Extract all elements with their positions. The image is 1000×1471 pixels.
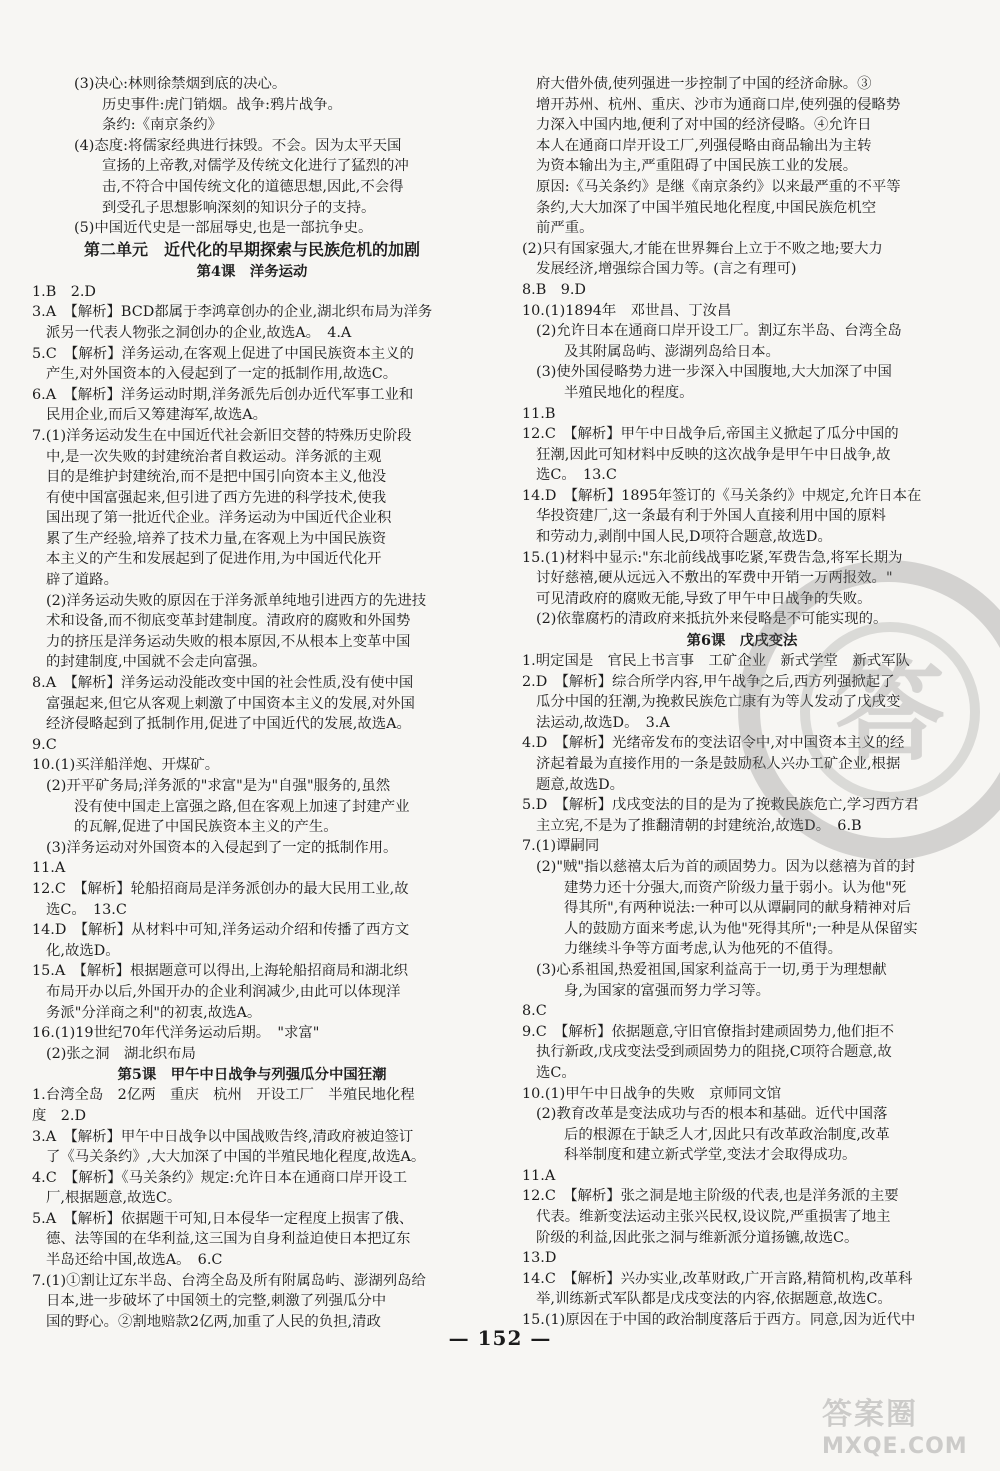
lesson-heading: 第5课 甲午中日战争与列强瓜分中国狂潮: [117, 1066, 387, 1084]
text-line: 瓜分中国的狂潮,为挽救民族危亡康有为等人发动了戊戌变: [536, 694, 901, 711]
text-line: 力深入中国内地,便利了对中国的经济侵略。④允许日: [536, 117, 872, 134]
text-line: 12.C 【解析】张之洞是地主阶级的代表,也是洋务派的主要: [522, 1188, 899, 1205]
text-line: 人的鼓励方面来考虑,认为他"死得其所";一种是从保留实: [564, 920, 918, 937]
text-line: 10.(1)1894年 邓世昌、丁汝昌: [522, 302, 732, 319]
text-line: 9.C: [32, 736, 57, 753]
text-line: (3)决心:林则徐禁烟到底的决心。: [74, 76, 287, 92]
left-column: [32, 74, 472, 1332]
text-line: 15.(1)原因在于中国的政治制度落后于西方。同意,因为近代中: [522, 1312, 916, 1329]
text-line: 3.A 【解析】甲午中日战争以中国战败告终,清政府被迫签订: [32, 1128, 414, 1145]
text-line: 有使中国富强起来,但引进了西方先进的科学技术,使我: [46, 489, 387, 506]
text-line: 选C。 13.C: [536, 467, 617, 484]
text-line: 本主义的产生和发展起到了促进作用,为中国近代化开: [46, 551, 382, 568]
page-number: — 152 —: [448, 1326, 552, 1350]
text-line: 1.台湾全岛 2亿两 重庆 杭州 开设工厂 半殖民地化程: [32, 1087, 415, 1104]
text-line: 12.C 【解析】轮船招商局是洋务派创办的最大民用工业,故: [32, 880, 409, 897]
text-line: 8.A 【解析】洋务运动没能改变中国的社会性质,没有使中国: [32, 675, 414, 692]
text-line: 狂潮,因此可知材料中反映的这次战争是甲午中日战争,故: [536, 446, 891, 463]
text-line: (3)心系祖国,热爱祖国,国家利益高于一切,勇于为理想献: [536, 961, 887, 978]
text-line: 7.(1)谭嗣同: [522, 838, 600, 855]
text-line: 击,不符合中国传统文化的道德思想,因此,不会得: [102, 178, 404, 195]
text-line: 了《马关条约》,大大加深了中国的半殖民地化程度,故选A。: [46, 1149, 426, 1166]
watermark-title: 答案圈: [822, 1397, 918, 1432]
text-line: 15.A 【解析】根据题意可以得出,上海轮船招商局和湖北织: [32, 963, 409, 980]
text-line: 度 2.D: [32, 1107, 87, 1124]
text-line: 举,训练新式军队都是戊戌变法的内容,依据题意,故选C。: [536, 1291, 892, 1308]
text-line: 目的是维护封建统治,而不是把中国引向资本主义,他没: [46, 469, 387, 486]
text-line: (3)使外国侵略势力进一步深入中国腹地,大大加深了中国: [536, 364, 892, 381]
text-line: 本人在通商口岸开设工厂,列强侵略由商品输出为主转: [536, 137, 872, 154]
text-line: 日本,进一步破坏了中国领土的完整,刺激了列强瓜分中: [46, 1293, 387, 1310]
text-line: 11.B: [522, 405, 556, 422]
text-line: 9.C 【解析】依据题意,守旧官僚指封建顽固势力,他们拒不: [522, 1023, 895, 1040]
text-line: 身,为国家的富强而努力学习等。: [564, 982, 771, 999]
text-line: 3.A 【解析】BCD都属于李鸿章创办的企业,湖北织布局为洋务: [32, 304, 433, 321]
text-line: 5.D 【解析】戊戌变法的目的是为了挽救民族危亡,学习西方君: [522, 797, 919, 814]
text-line: (2)开平矿务局;洋务派的"求富"是为"自强"服务的,虽然: [46, 778, 391, 794]
watermark-url: MXQE.COM: [822, 1434, 968, 1459]
text-line: 经济侵略起到了抵制作用,促进了中国近代的发展,故选A。: [46, 716, 411, 733]
text-line: 发展经济,增强综合国力等。(言之有理可): [536, 261, 797, 278]
text-line: 7.(1)洋务运动发生在中国近代社会新旧交替的特殊历史阶段: [32, 427, 412, 444]
text-line: 力继续斗争等方面考虑,认为他死的不值得。: [564, 941, 842, 958]
text-line: 力的挤压是洋务运动失败的根本原因,不从根本上变革中国: [46, 633, 411, 650]
text-line: (2)依靠腐朽的清政府来抵抗外来侵略是不可能实现的。: [536, 611, 888, 628]
text-line: 得其所",有两种说法:一种可以从谭嗣同的献身精神对后: [564, 900, 912, 917]
text-line: 和劳动力,剥削中国人民,D项符合题意,故选D。: [536, 529, 832, 546]
text-line: 及其附属岛屿、澎湖列岛给日本。: [564, 343, 780, 360]
text-line: 府大借外债,使列强进一步控制了中国的经济命脉。③: [536, 76, 872, 92]
text-line: 6.A 【解析】洋务运动时期,洋务派先后创办近代军事工业和: [32, 386, 414, 403]
text-line: 没有使中国走上富强之路,但在客观上加速了封建产业: [74, 798, 410, 815]
text-line: (2)张之洞 湖北织布局: [46, 1045, 196, 1062]
text-line: 题意,故选D。: [536, 776, 625, 793]
text-line: 中,是一次失败的封建统治者自救运动。洋务派的主观: [46, 448, 382, 465]
text-line: 济起着最为直接作用的一条是鼓励私人兴办工矿企业,根据: [536, 756, 901, 772]
text-line: 化,故选D。: [46, 942, 120, 959]
text-line: 1.明定国是 官民上书言事 工矿企业 新式学堂 新式军队: [522, 653, 910, 670]
text-line: 条约:《南京条约》: [102, 117, 222, 134]
text-line: 7.(1)①割让辽东半岛、台湾全岛及所有附属岛屿、澎湖列岛给: [32, 1272, 426, 1289]
text-line: 建势力还十分强大,而资产阶级力量于弱小。认为他"死: [564, 879, 907, 896]
text-line: 12.C 【解析】甲午中日战争后,帝国主义掀起了瓜分中国的: [522, 426, 899, 443]
text-line: (2)只有国家强大,才能在世界舞台上立于不败之地;要大力: [522, 240, 883, 257]
text-line: 德、法等国的在华利益,这三国为自身利益迫使日本把辽东: [46, 1231, 411, 1248]
text-line: (4)态度:将儒家经典进行抹毁。不会。因为太平天国: [74, 137, 402, 154]
text-line: 布局开办以后,外国开办的企业利润减少,由此可以体现洋: [46, 983, 401, 1000]
text-line: (2)允许日本在通商口岸开设工厂。割辽东半岛、台湾全岛: [536, 323, 902, 340]
text-line: 10.(1)甲午中日战争的失败 京师同文馆: [522, 1085, 782, 1102]
text-line: 的封建制度,中国就不会走向富强。: [46, 654, 267, 671]
text-line: 14.C 【解析】兴办实业,改革财政,广开言路,精简机构,改革科: [522, 1270, 913, 1287]
text-line: 增开苏州、杭州、重庆、沙市为通商口岸,使列强的侵略势: [536, 96, 901, 113]
text-line: 11.A: [32, 860, 66, 877]
text-line: 辟了道路。: [46, 572, 118, 589]
site-watermark: [822, 1396, 992, 1466]
text-line: 为资本输出为主,严重阻碍了中国民族工业的发展。: [536, 158, 858, 175]
text-line: 主立宪,不是为了推翻清朝的封建统治,故选D。 6.B: [536, 817, 862, 834]
text-line: 国的野心。②割地赔款2亿两,加重了人民的负担,清政: [46, 1313, 381, 1330]
text-line: (2)"贼"指以慈禧太后为首的顽固势力。因为以慈禧为首的封: [536, 858, 915, 875]
text-line: 阶级的利益,因此张之洞与维新派分道扬镳,故选C。: [536, 1229, 859, 1246]
text-line: 15.(1)材料中显示:"东北前线战事吃紧,军费告急,将军长期为: [522, 549, 903, 566]
text-line: (2)教育改革是变法成功与否的根本和基础。近代中国落: [536, 1106, 888, 1123]
text-line: 14.D 【解析】从材料中可知,洋务运动介绍和传播了西方文: [32, 922, 410, 939]
text-line: 条约,大大加深了中国半殖民地化程度,中国民族危机空: [536, 199, 877, 216]
text-line: 累了生产经验,培养了技术力量,在客观上为中国民族资: [46, 530, 387, 547]
text-line: 半岛还给中国,故选A。 6.C: [46, 1252, 223, 1269]
text-line: 4.C 【解析】《马关条约》规定:允许日本在通商口岸开设工: [32, 1169, 407, 1186]
text-line: 11.A: [522, 1167, 556, 1184]
text-line: 13.D: [522, 1250, 557, 1267]
text-line: 讨好慈禧,硬从远远入不敷出的军费中开销一万两报效。": [536, 570, 893, 587]
text-line: 宣扬的上帝教,对儒学及传统文化进行了猛烈的冲: [102, 158, 409, 175]
text-line: 2.D 【解析】综合所学内容,甲午战争之后,西方列强掀起了: [522, 673, 895, 690]
text-line: (5)中国近代史是一部屈辱史,也是一部抗争史。: [74, 220, 373, 237]
text-line: 富强起来,但它从客观上刺激了中国资本主义的发展,对外国: [46, 695, 415, 712]
text-line: 华投资建厂,这一条最有利于外国人直接利用中国的原料: [536, 508, 886, 525]
text-line: 选C。: [536, 1064, 576, 1081]
text-line: 10.(1)买洋船洋炮、开煤矿。: [32, 757, 220, 774]
text-line: 的瓦解,促进了中国民族资本主义的产生。: [74, 819, 338, 836]
text-line: 到受孔子思想影响深刻的知识分子的支持。: [102, 199, 376, 216]
text-line: 前严重。: [536, 220, 594, 237]
text-line: 务派"分洋商之利"的初衷,故选A。: [46, 1004, 262, 1021]
text-line: 1.B 2.D: [32, 283, 96, 300]
text-line: 选C。 13.C: [46, 901, 127, 918]
text-line: 执行新政,戊戌变法受到顽固势力的阻挠,C项符合题意,故: [536, 1044, 892, 1061]
text-line: 术和设备,而不彻底变革封建制度。清政府的腐败和外国势: [46, 613, 411, 630]
text-line: 产生,对外国资本的入侵起到了一定的抵制作用,故选C。: [46, 366, 398, 383]
text-line: 5.C 【解析】洋务运动,在客观上促进了中国民族资本主义的: [32, 345, 414, 362]
text-line: 可见清政府的腐败无能,导致了甲午中日战争的失败。: [536, 590, 872, 607]
text-line: 8.B 9.D: [522, 281, 586, 298]
text-line: (3)洋务运动对外国资本的入侵起到了一定的抵制作用。: [46, 839, 398, 856]
text-line: 派另一代表人物张之洞创办的企业,故选A。 4.A: [46, 324, 352, 341]
text-line: 16.(1)19世纪70年代洋务运动后期。 "求富": [32, 1025, 320, 1042]
unit-heading: 第二单元 近代化的早期探索与民族危机的加剧: [83, 239, 420, 259]
stamp-inner: 答: [800, 622, 980, 802]
text-line: 厂,根据题意,故选C。: [46, 1190, 182, 1207]
text-line: 法运动,故选D。 3.A: [536, 714, 670, 731]
text-line: 代表。维新变法运动主张兴民权,设议院,严重损害了地主: [536, 1209, 891, 1226]
text-line: 科举制度和建立新式学堂,变法才会取得成功。: [564, 1147, 857, 1164]
text-line: 4.D 【解析】光绪帝发布的变法诏令中,对中国资本主义的经: [522, 735, 905, 752]
text-line: 原因:《马关条约》是继《南京条约》以来最严重的不平等: [536, 178, 901, 195]
text-line: 国出现了第一批近代企业。洋务运动为中国近代企业积: [46, 510, 392, 527]
text-line: (2)洋务运动失败的原因在于洋务派单纯地引进西方的先进技: [46, 592, 427, 609]
text-line: 半殖民地化的程度。: [564, 384, 694, 401]
lesson-heading: 第6课 戊戌变法: [686, 632, 798, 650]
text-line: 后的根源在于缺乏人才,因此只有改革政治制度,改革: [564, 1126, 890, 1143]
text-line: 民用企业,而后又筹建海军,故选A。: [46, 407, 268, 424]
lesson-heading: 第4课 洋务运动: [196, 262, 308, 280]
text-line: 14.D 【解析】1895年签订的《马关条约》中规定,允许日本在: [522, 487, 922, 504]
text-line: 历史事件:虎门销烟。战争:鸦片战争。: [102, 96, 342, 113]
text-line: 5.A 【解析】依据题干可知,日本侵华一定程度上损害了俄、: [32, 1210, 414, 1227]
text-line: 8.C: [522, 1003, 547, 1020]
